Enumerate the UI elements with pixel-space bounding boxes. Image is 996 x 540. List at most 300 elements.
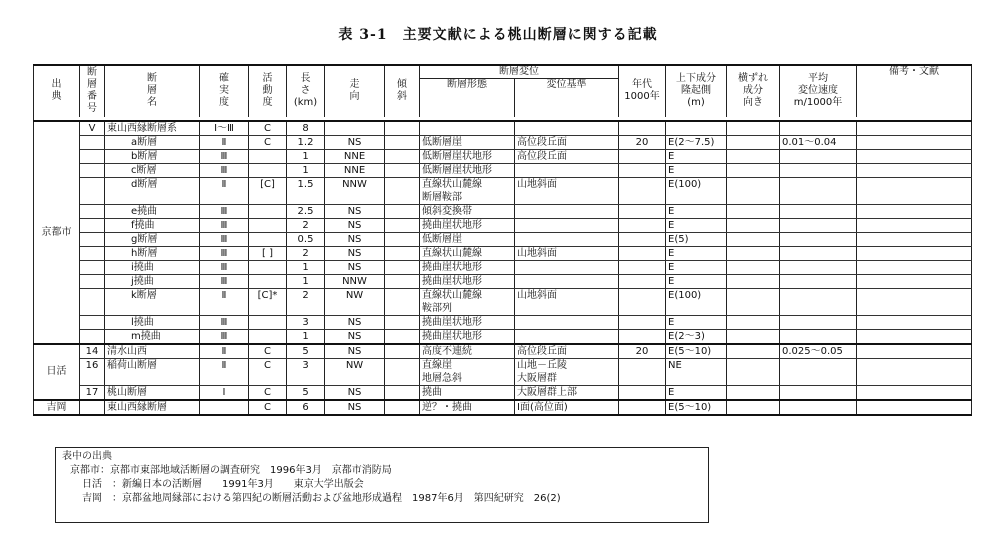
cell-no: [80, 274, 105, 288]
cell-age: [619, 400, 666, 415]
cell-reference: 山地斜面: [515, 288, 619, 315]
cell-remarks: [857, 385, 972, 400]
header-fault-name: 断層名: [105, 65, 200, 117]
cell-lateral: [727, 400, 780, 415]
cell-strike: NS: [325, 385, 385, 400]
table-row: [34, 288, 972, 315]
cell-rate: [780, 121, 857, 136]
cell-dip: [385, 135, 420, 149]
cell-dip: [385, 246, 420, 260]
cell-lateral: [727, 358, 780, 385]
cell-activity: C: [249, 358, 287, 385]
cell-strike: NS: [325, 204, 385, 218]
cell-age: 20: [619, 344, 666, 359]
cell-reference: [515, 232, 619, 246]
cell-remarks: [857, 135, 972, 149]
cell-topography: 高度不連続: [420, 344, 515, 359]
cell-name: i撓曲: [105, 260, 200, 274]
cell-topography: 逆？・撓曲: [420, 400, 515, 415]
cell-remarks: [857, 288, 972, 315]
table-row: [34, 121, 972, 136]
cell-length: 8: [287, 121, 325, 136]
cell-name: e撓曲: [105, 204, 200, 218]
cell-certainty: Ⅲ: [200, 163, 249, 177]
cell-remarks: [857, 246, 972, 260]
cell-no: [80, 288, 105, 315]
cell-no: [80, 204, 105, 218]
header-reference: 変位基準: [515, 79, 619, 117]
cell-length: 6: [287, 400, 325, 415]
cell-strike: NNW: [325, 274, 385, 288]
cell-no: [80, 246, 105, 260]
cell-remarks: [857, 232, 972, 246]
cell-reference: 高位段丘面: [515, 149, 619, 163]
cell-name: 清水山西: [105, 344, 200, 359]
cell-length: 2: [287, 288, 325, 315]
table-row: [34, 177, 972, 204]
cell-topography: 撓曲崖状地形: [420, 315, 515, 329]
cell-lateral: [727, 288, 780, 315]
cell-name: 稲荷山断層: [105, 358, 200, 385]
cell-age: [619, 329, 666, 344]
cell-no: 14: [80, 344, 105, 359]
cell-lateral: [727, 218, 780, 232]
cell-activity: [ ]: [249, 246, 287, 260]
note-line: 吉岡 ：京都盆地周縁部における第四紀の断層活動および盆地形成過程 1987年6月 第四紀研究 26(2): [82, 493, 561, 504]
cell-uplift: E: [666, 260, 727, 274]
cell-reference: [515, 204, 619, 218]
cell-name: j撓曲: [105, 274, 200, 288]
table-row: [34, 400, 972, 415]
cell-name: k断層: [105, 288, 200, 315]
header-topography: 断層形態: [420, 79, 515, 117]
header-remarks: 備考・文献: [857, 65, 972, 117]
cell-topography: 撓曲: [420, 385, 515, 400]
table-row: [34, 135, 972, 149]
cell-length: 1.2: [287, 135, 325, 149]
cell-activity: [249, 315, 287, 329]
cell-length: 5: [287, 344, 325, 359]
table-row: [34, 385, 972, 400]
table-body: [34, 121, 972, 415]
cell-topography: 低断層崖状地形: [420, 149, 515, 163]
cell-lateral: [727, 329, 780, 344]
cell-reference: [515, 163, 619, 177]
cell-uplift: E: [666, 274, 727, 288]
cell-dip: [385, 177, 420, 204]
cell-text: 直線崖: [422, 359, 452, 371]
cell-topography: 撓曲崖状地形: [420, 260, 515, 274]
cell-length: 0.5: [287, 232, 325, 246]
cell-certainty: Ⅲ: [200, 204, 249, 218]
cell-activity: C: [249, 121, 287, 136]
cell-certainty: Ⅲ: [200, 315, 249, 329]
header-lateral: 横ずれ 成分 向き: [727, 65, 780, 117]
cell-reference: 大阪層群上部: [515, 385, 619, 400]
cell-topography: 傾斜変換帯: [420, 204, 515, 218]
cell-remarks: [857, 218, 972, 232]
cell-activity: C: [249, 135, 287, 149]
cell-topography: 低断層崖状地形: [420, 163, 515, 177]
note-line: 日活 ：新編日本の活断層 1991年3月 東京大学出版会: [82, 479, 364, 490]
cell-name: a断層: [105, 135, 200, 149]
header-displacement: 断層変位: [420, 65, 619, 79]
table-row: [34, 218, 972, 232]
cell-activity: [C]: [249, 177, 287, 204]
cell-age: [619, 218, 666, 232]
table-row: [34, 315, 972, 329]
cell-dip: [385, 288, 420, 315]
cell-name: l撓曲: [105, 315, 200, 329]
cell-uplift: [666, 121, 727, 136]
cell-no: 16: [80, 358, 105, 385]
cell-lateral: [727, 246, 780, 260]
cell-rate: [780, 149, 857, 163]
cell-strike: NS: [325, 344, 385, 359]
cell-activity: C: [249, 344, 287, 359]
cell-uplift: E(5～10): [666, 344, 727, 359]
note-heading: 表中の出典: [62, 451, 112, 462]
cell-certainty: Ⅱ: [200, 288, 249, 315]
cell-name: b断層: [105, 149, 200, 163]
cell-activity: [249, 232, 287, 246]
cell-reference: 高位段丘面: [515, 135, 619, 149]
table-row: [34, 246, 972, 260]
cell-topography: 撓曲崖状地形: [420, 218, 515, 232]
source-cell: 吉岡: [34, 400, 80, 415]
cell-text: 断層鞍部: [422, 191, 462, 203]
cell-uplift: E(2～3): [666, 329, 727, 344]
cell-uplift: E(5): [666, 232, 727, 246]
cell-length: 3: [287, 358, 325, 385]
table-row: [34, 232, 972, 246]
cell-certainty: Ⅲ: [200, 218, 249, 232]
cell-strike: NS: [325, 329, 385, 344]
cell-age: 20: [619, 135, 666, 149]
cell-lateral: [727, 260, 780, 274]
cell-rate: [780, 177, 857, 204]
cell-dip: [385, 315, 420, 329]
cell-text: 大阪層群: [517, 372, 557, 384]
cell-certainty: Ⅲ: [200, 149, 249, 163]
cell-remarks: [857, 400, 972, 415]
cell-name: m撓曲: [105, 329, 200, 344]
cell-certainty: Ⅲ: [200, 246, 249, 260]
cell-name: c断層: [105, 163, 200, 177]
cell-strike: NS: [325, 246, 385, 260]
cell-age: [619, 315, 666, 329]
cell-lateral: [727, 232, 780, 246]
table-title: 表 3-1 主要文献による桃山断層に関する記載: [338, 27, 658, 43]
cell-no: 17: [80, 385, 105, 400]
cell-topography: [420, 288, 515, 315]
cell-lateral: [727, 344, 780, 359]
cell-length: 1: [287, 163, 325, 177]
cell-dip: [385, 329, 420, 344]
cell-rate: [780, 232, 857, 246]
cell-lateral: [727, 135, 780, 149]
cell-activity: [249, 163, 287, 177]
cell-length: 5: [287, 385, 325, 400]
cell-name: d断層: [105, 177, 200, 204]
cell-remarks: [857, 149, 972, 163]
cell-dip: [385, 204, 420, 218]
cell-dip: [385, 260, 420, 274]
cell-topography: 低断層崖: [420, 232, 515, 246]
cell-strike: NS: [325, 315, 385, 329]
header-rate: 平均 変位速度 m/1000年: [780, 65, 857, 117]
cell-strike: NNE: [325, 149, 385, 163]
table-row: [34, 358, 972, 385]
cell-age: [619, 204, 666, 218]
cell-activity: [249, 274, 287, 288]
cell-no: [80, 163, 105, 177]
cell-rate: 0.01～0.04: [780, 135, 857, 149]
header-length: 長さ (km): [287, 65, 325, 117]
cell-strike: NS: [325, 232, 385, 246]
source-cell: 日活: [34, 344, 80, 400]
header-certainty: 確実度: [200, 65, 249, 117]
cell-no: [80, 149, 105, 163]
cell-uplift: E(100): [666, 288, 727, 315]
cell-strike: [325, 121, 385, 136]
cell-rate: [780, 400, 857, 415]
cell-dip: [385, 358, 420, 385]
cell-text: 直線状山麓線: [422, 289, 482, 301]
cell-lateral: [727, 385, 780, 400]
cell-length: 1: [287, 274, 325, 288]
cell-dip: [385, 400, 420, 415]
cell-certainty: [200, 400, 249, 415]
cell-remarks: [857, 121, 972, 136]
table-row: [34, 163, 972, 177]
note-line: 京都市：京都市東部地域活断層の調査研究 1996年3月 京都市消防局: [70, 465, 392, 476]
cell-remarks: [857, 315, 972, 329]
cell-activity: [249, 204, 287, 218]
cell-length: 1: [287, 149, 325, 163]
cell-text: 鞍部列: [422, 302, 452, 314]
cell-activity: C: [249, 400, 287, 415]
cell-certainty: Ⅱ: [200, 177, 249, 204]
cell-certainty: Ⅰ～Ⅲ: [200, 121, 249, 136]
header-uplift: 上下成分 隆起側 (m): [666, 65, 727, 117]
cell-activity: [249, 218, 287, 232]
cell-age: [619, 232, 666, 246]
table-row: [34, 204, 972, 218]
cell-dip: [385, 121, 420, 136]
cell-certainty: Ⅰ: [200, 385, 249, 400]
cell-name: 東山西縁断層系: [105, 121, 200, 136]
cell-remarks: [857, 274, 972, 288]
cell-remarks: [857, 358, 972, 385]
cell-certainty: Ⅲ: [200, 260, 249, 274]
cell-rate: [780, 385, 857, 400]
cell-topography: 直線状山麓線: [420, 246, 515, 260]
table-row: [34, 149, 972, 163]
cell-dip: [385, 344, 420, 359]
table-row: [34, 344, 972, 359]
cell-topography: 撓曲崖状地形: [420, 329, 515, 344]
cell-remarks: [857, 177, 972, 204]
cell-activity: [249, 329, 287, 344]
cell-length: 1.5: [287, 177, 325, 204]
cell-strike: NNE: [325, 163, 385, 177]
cell-dip: [385, 163, 420, 177]
cell-name: g断層: [105, 232, 200, 246]
cell-no: [80, 260, 105, 274]
cell-reference: [515, 329, 619, 344]
cell-no: [80, 135, 105, 149]
cell-activity: C: [249, 385, 287, 400]
cell-lateral: [727, 274, 780, 288]
cell-age: [619, 274, 666, 288]
cell-remarks: [857, 163, 972, 177]
cell-age: [619, 385, 666, 400]
cell-reference: [515, 358, 619, 385]
cell-strike: NS: [325, 135, 385, 149]
cell-rate: [780, 315, 857, 329]
cell-strike: NS: [325, 400, 385, 415]
cell-rate: 0.025～0.05: [780, 344, 857, 359]
cell-activity: [C]*: [249, 288, 287, 315]
cell-strike: NW: [325, 358, 385, 385]
cell-no: [80, 315, 105, 329]
cell-lateral: [727, 149, 780, 163]
cell-uplift: E: [666, 315, 727, 329]
cell-rate: [780, 204, 857, 218]
cell-activity: [249, 260, 287, 274]
cell-age: [619, 149, 666, 163]
header-strike: 走向: [325, 65, 385, 117]
cell-strike: NNW: [325, 177, 385, 204]
cell-remarks: [857, 260, 972, 274]
cell-text: 直線状山麓線: [422, 178, 482, 190]
cell-no: V: [80, 121, 105, 136]
cell-age: [619, 246, 666, 260]
cell-topography: 低断層崖: [420, 135, 515, 149]
cell-length: 1: [287, 260, 325, 274]
cell-uplift: E: [666, 218, 727, 232]
cell-uplift: E: [666, 246, 727, 260]
cell-reference: [515, 260, 619, 274]
cell-lateral: [727, 177, 780, 204]
table-row: [34, 274, 972, 288]
cell-topography: [420, 121, 515, 136]
cell-topography: [420, 358, 515, 385]
cell-certainty: Ⅲ: [200, 329, 249, 344]
cell-length: 2: [287, 246, 325, 260]
cell-name: 桃山断層: [105, 385, 200, 400]
cell-uplift: E: [666, 163, 727, 177]
cell-dip: [385, 218, 420, 232]
cell-rate: [780, 274, 857, 288]
cell-uplift: E(5～10): [666, 400, 727, 415]
cell-dip: [385, 385, 420, 400]
cell-reference: [515, 218, 619, 232]
cell-age: [619, 121, 666, 136]
cell-rate: [780, 329, 857, 344]
cell-no: [80, 329, 105, 344]
cell-topography: [420, 177, 515, 204]
header-fault-no: 断層番号: [80, 65, 105, 117]
cell-length: 2.5: [287, 204, 325, 218]
cell-topography: 撓曲崖状地形: [420, 274, 515, 288]
cell-certainty: Ⅱ: [200, 358, 249, 385]
cell-length: 2: [287, 218, 325, 232]
cell-remarks: [857, 329, 972, 344]
cell-name: f撓曲: [105, 218, 200, 232]
cell-uplift: E: [666, 385, 727, 400]
cell-length: 1: [287, 329, 325, 344]
cell-text: 地層急斜: [422, 372, 462, 384]
cell-reference: 山地斜面: [515, 246, 619, 260]
header-source: 出典: [34, 65, 80, 117]
cell-lateral: [727, 121, 780, 136]
cell-reference: Ⅰ面(高位面): [515, 400, 619, 415]
cell-certainty: Ⅱ: [200, 344, 249, 359]
cell-name: 東山西縁断層: [105, 400, 200, 415]
cell-rate: [780, 163, 857, 177]
cell-strike: NS: [325, 218, 385, 232]
cell-reference: 高位段丘面: [515, 344, 619, 359]
cell-certainty: Ⅲ: [200, 274, 249, 288]
cell-remarks: [857, 344, 972, 359]
header-activity: 活動度: [249, 65, 287, 117]
cell-no: [80, 400, 105, 415]
cell-length: 3: [287, 315, 325, 329]
header-age: 年代 1000年: [619, 65, 666, 117]
source-note: [55, 447, 709, 523]
cell-rate: [780, 288, 857, 315]
fault-table: [33, 64, 972, 416]
cell-no: [80, 218, 105, 232]
header-dip: 傾斜: [385, 65, 420, 117]
cell-lateral: [727, 315, 780, 329]
cell-uplift: NE: [666, 358, 727, 385]
cell-rate: [780, 260, 857, 274]
cell-text: 山地－丘陵: [517, 359, 567, 371]
cell-name: h断層: [105, 246, 200, 260]
cell-no: [80, 232, 105, 246]
cell-age: [619, 260, 666, 274]
cell-dip: [385, 232, 420, 246]
cell-reference: 山地斜面: [515, 177, 619, 204]
cell-uplift: E: [666, 204, 727, 218]
cell-rate: [780, 218, 857, 232]
cell-age: [619, 358, 666, 385]
cell-reference: [515, 315, 619, 329]
table-row: [34, 329, 972, 344]
table-row: [34, 260, 972, 274]
cell-reference: [515, 121, 619, 136]
cell-age: [619, 288, 666, 315]
cell-dip: [385, 274, 420, 288]
cell-reference: [515, 274, 619, 288]
cell-rate: [780, 358, 857, 385]
cell-certainty: Ⅱ: [200, 135, 249, 149]
cell-rate: [780, 246, 857, 260]
cell-age: [619, 177, 666, 204]
cell-dip: [385, 149, 420, 163]
cell-strike: NW: [325, 288, 385, 315]
cell-remarks: [857, 204, 972, 218]
cell-uplift: E(2～7.5): [666, 135, 727, 149]
cell-activity: [249, 149, 287, 163]
cell-uplift: E: [666, 149, 727, 163]
cell-uplift: E(100): [666, 177, 727, 204]
cell-lateral: [727, 204, 780, 218]
cell-strike: NS: [325, 260, 385, 274]
